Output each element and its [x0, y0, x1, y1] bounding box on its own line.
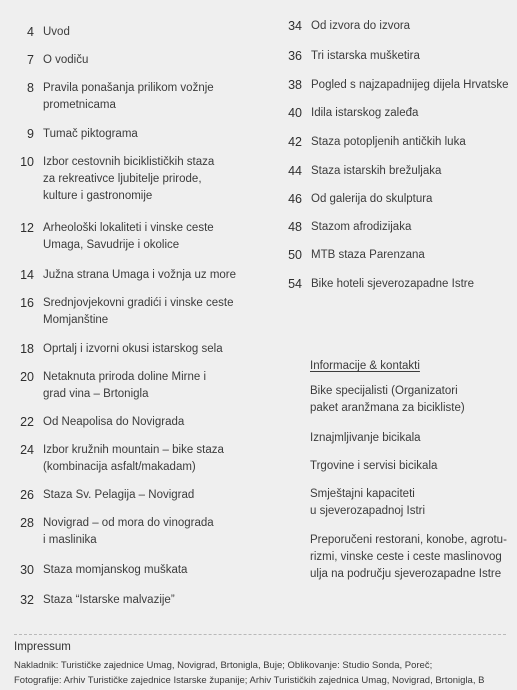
- page-number: 38: [288, 78, 302, 92]
- entry-title: Stazom afrodizijaka: [311, 221, 412, 233]
- page-number: 40: [288, 106, 302, 120]
- entry-title: Pravila ponašanja prilikom vožnje prometnicama: [43, 82, 214, 111]
- entry-title: Staza momjanskog muškata: [43, 564, 188, 576]
- toc-entry[interactable]: [8, 295, 233, 329]
- info-item[interactable]: Trgovine i servisi bicikala: [310, 460, 438, 472]
- entry-title: Idila istarskog zaleđa: [311, 107, 419, 119]
- entry-title: Novigrad – od mora do vinograda i maslinika: [43, 517, 214, 546]
- toc-entry[interactable]: [8, 341, 223, 358]
- toc-entry[interactable]: [8, 414, 184, 431]
- entry-title: Bike hoteli sjeverozapadne Istre: [311, 278, 475, 290]
- page-number: 18: [20, 342, 34, 356]
- page-number: 42: [288, 135, 302, 149]
- toc-entry[interactable]: [8, 487, 194, 504]
- toc-entry[interactable]: [282, 18, 410, 35]
- toc-entry[interactable]: [282, 247, 425, 264]
- entry-title: MTB staza Parenzana: [311, 249, 425, 261]
- toc-entry[interactable]: [8, 267, 236, 284]
- entry-title: Staza Sv. Pelagija – Novigrad: [43, 489, 195, 501]
- entry-title: Pogled s najzapadnijeg dijela Hrvatske: [311, 79, 509, 91]
- page-number: 8: [27, 81, 34, 95]
- info-item[interactable]: Bike specijalisti (Organizatori paket aranžmana za bicikliste): [310, 385, 465, 414]
- toc-entry[interactable]: [8, 154, 214, 205]
- entry-title: Staza istarskih brežuljaka: [311, 165, 442, 177]
- toc-entry[interactable]: [282, 134, 466, 151]
- toc-entry[interactable]: [282, 219, 411, 236]
- toc-entry[interactable]: [8, 562, 187, 579]
- entry-title: Oprtalj i izvorni okusi istarskog sela: [43, 343, 223, 355]
- toc-entry[interactable]: [8, 24, 70, 41]
- page-number: 28: [20, 516, 34, 530]
- impressum-photo-credits-line: Fotografije: Arhiv Turističke zajednice Istarske županije; Arhiv Turističkih zajednica Umag, Novigrad, Brtonigla, B: [14, 675, 485, 686]
- toc-entry[interactable]: [282, 77, 509, 94]
- entry-title: Od galerija do skulptura: [311, 193, 433, 205]
- page-number: 30: [20, 563, 34, 577]
- page-number: 16: [20, 296, 34, 310]
- info-item[interactable]: Iznajmljivanje bicikala: [310, 432, 421, 444]
- toc-entry[interactable]: [282, 276, 474, 293]
- toc-entry[interactable]: [8, 80, 214, 114]
- info-item[interactable]: Preporučeni restorani, konobe, agrotu- rizmi, vinske ceste i ceste maslinovog ulja na području sjeverozapadne Istre: [310, 534, 507, 580]
- entry-title: Uvod: [43, 26, 70, 38]
- page-number: 36: [288, 49, 302, 63]
- entry-title: Od Neapolisa do Novigrada: [43, 416, 185, 428]
- dashed-divider: [14, 634, 506, 635]
- entry-title: Od izvora do izvora: [311, 20, 411, 32]
- page-number: 20: [20, 370, 34, 384]
- entry-title: Srednjovjekovni gradići i vinske ceste Momjanštine: [43, 297, 234, 326]
- entry-title: Arheološki lokaliteti i vinske ceste Umaga, Savudrije i okolice: [43, 222, 214, 251]
- toc-entry[interactable]: [282, 48, 420, 65]
- page-number: 54: [288, 277, 302, 291]
- toc-entry[interactable]: [8, 369, 206, 403]
- page-number: 34: [288, 19, 302, 33]
- info-item[interactable]: Smještajni kapaciteti u sjeverozapadnoj Istri: [310, 488, 426, 517]
- entry-title: Tumač piktograma: [43, 128, 138, 140]
- page-number: 10: [20, 155, 34, 169]
- page-number: 50: [288, 248, 302, 262]
- entry-title: Izbor kružnih mountain – bike staza (kombinacija asfalt/makadam): [43, 444, 224, 473]
- page-number: 12: [20, 221, 34, 235]
- entry-title: Staza “Istarske malvazije”: [43, 594, 175, 606]
- toc-entry[interactable]: [8, 442, 224, 476]
- page-number: 7: [27, 53, 34, 67]
- page-number: 24: [20, 443, 34, 457]
- entry-title: Južna strana Umaga i vožnja uz more: [43, 269, 237, 281]
- info-section-heading: Informacije & kontakti: [310, 360, 420, 372]
- entry-title: Tri istarska mušketira: [311, 50, 420, 62]
- toc-entry[interactable]: [8, 515, 214, 549]
- entry-title: O vodiču: [43, 54, 89, 66]
- toc-entry[interactable]: [8, 592, 175, 609]
- page-number: 44: [288, 164, 302, 178]
- page-number: 9: [27, 127, 34, 141]
- entry-title: Izbor cestovnih biciklističkih staza za rekreativce ljubitelje prirode, kulture i gastronomije: [43, 156, 215, 202]
- page-number: 48: [288, 220, 302, 234]
- toc-entry[interactable]: [282, 191, 432, 208]
- page-number: 22: [20, 415, 34, 429]
- page-number: 14: [20, 268, 34, 282]
- impressum-heading: Impressum: [14, 641, 71, 653]
- page-number: 4: [27, 25, 34, 39]
- page-number: 46: [288, 192, 302, 206]
- page-number: 26: [20, 488, 34, 502]
- toc-entry[interactable]: [8, 52, 88, 69]
- entry-title: Netaknuta priroda doline Mirne i grad vina – Brtonigla: [43, 371, 207, 400]
- toc-entry[interactable]: [8, 220, 214, 254]
- toc-entry[interactable]: [8, 126, 138, 143]
- impressum-publisher-line: Nakladnik: Turističke zajednice Umag, Novigrad, Brtonigla, Buje; Oblikovanje: Studio Sonda, Poreč;: [14, 660, 433, 671]
- toc-entry[interactable]: [282, 163, 441, 180]
- page-number: 32: [20, 593, 34, 607]
- entry-title: Staza potopljenih antičkih luka: [311, 136, 466, 148]
- toc-entry[interactable]: [282, 105, 418, 122]
